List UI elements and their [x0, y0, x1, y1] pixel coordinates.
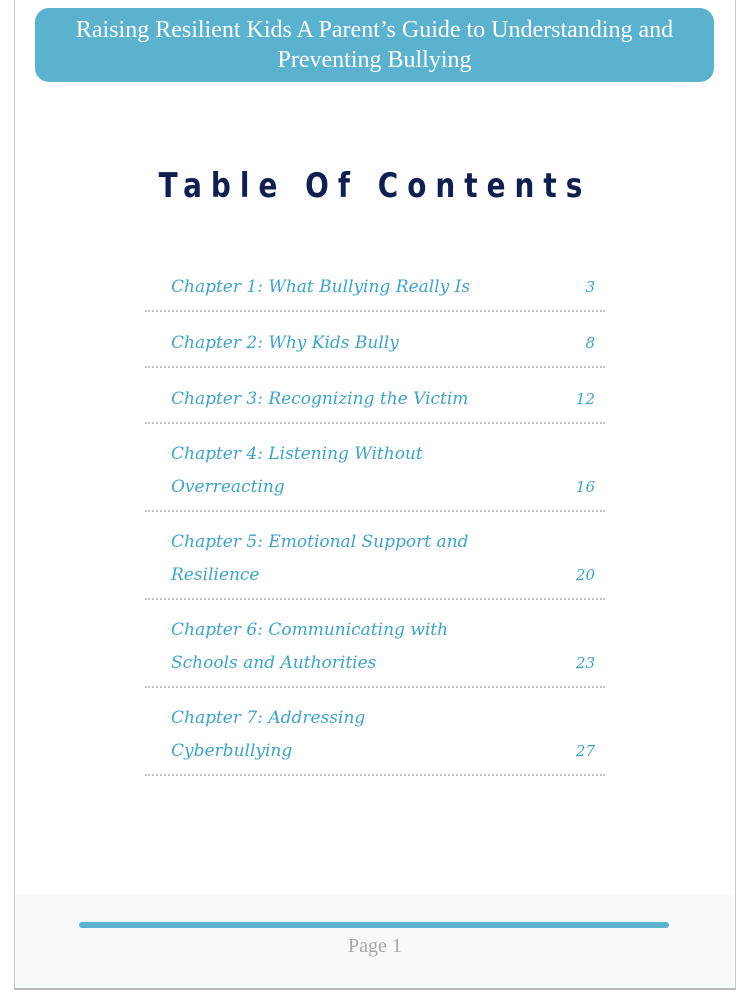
toc-entry-page: 8: [585, 334, 595, 352]
toc-entry-3[interactable]: [145, 368, 605, 424]
toc-entry-page: 27: [575, 742, 595, 760]
toc-entry-label: Chapter 7: Addressing Cyberbullying: [171, 708, 366, 761]
toc-entry-label: Chapter 2: Why Kids Bully: [171, 333, 399, 353]
toc-entry-label: Chapter 6: Communicating with Schools and Authorities: [171, 620, 449, 673]
document-title: Raising Resilient Kids A Parent’s Guide to Understanding and Preventing Bullying: [75, 17, 674, 73]
toc-entry-2[interactable]: [145, 312, 605, 368]
toc-entry-page: 12: [575, 390, 595, 408]
toc-heading: Table Of Contents: [158, 166, 592, 206]
toc-entry-6[interactable]: [145, 600, 605, 688]
footer-divider: [79, 922, 669, 928]
toc-entry-4[interactable]: [145, 424, 605, 512]
page-number: Page 1: [348, 935, 402, 957]
toc-entry-label: Chapter 5: Emotional Support and Resilience: [171, 532, 469, 585]
toc-entry-label: Chapter 3: Recognizing the Victim: [171, 389, 469, 409]
toc-entry-label: Chapter 1: What Bullying Really Is: [171, 277, 471, 297]
toc-entry-page: 16: [575, 478, 595, 496]
toc-entry-1[interactable]: [145, 262, 605, 312]
toc-entry-page: 20: [575, 566, 595, 584]
toc-entry-page: 3: [585, 278, 595, 296]
table-of-contents: [145, 262, 605, 776]
header-banner: [35, 8, 714, 82]
toc-entry-5[interactable]: [145, 512, 605, 600]
toc-entry-page: 23: [575, 654, 595, 672]
document-page: [14, 0, 736, 990]
toc-entry-7[interactable]: [145, 688, 605, 776]
toc-entry-label: Chapter 4: Listening Without Overreacting: [171, 444, 423, 497]
